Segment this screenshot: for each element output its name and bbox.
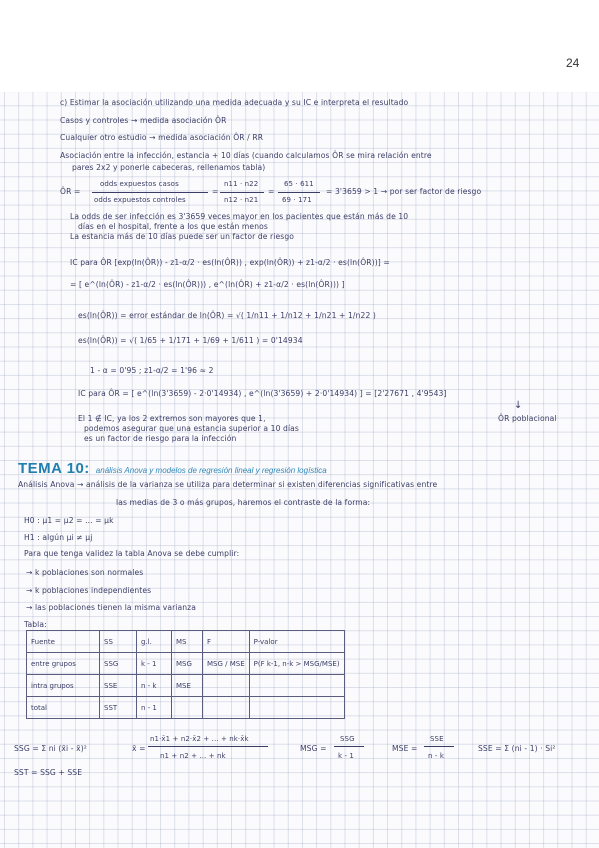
note-case-control: Casos y controles → medida asociación ÔR bbox=[60, 116, 227, 125]
formula-ssg: SSG = Σ ni (x̄i - x̄)² bbox=[14, 744, 87, 753]
or-denominator-2: n12 · n21 bbox=[224, 196, 259, 204]
formula-xbar-lhs: x̄ = bbox=[132, 744, 146, 753]
table-cell: SSG bbox=[100, 653, 137, 675]
or-population: ÔR poblacional bbox=[498, 414, 557, 423]
ic-formula-1: IC para ÔR [exp(ln(ÔR)) - z1-α/2 · es(ln(ÔR)) , exp(ln(ÔR)) + z1-α/2 · es(ln(ÔR))] = bbox=[70, 258, 390, 267]
chapter-subtitle: análisis Anova y modelos de regresión lineal y regresión logística bbox=[95, 466, 327, 475]
standard-error-calc: es(ln(ÔR)) = √( 1/65 + 1/171 + 1/69 + 1/611 ) = 0'14934 bbox=[78, 336, 303, 345]
table-header-row bbox=[27, 631, 345, 653]
table-cell: n - 1 bbox=[137, 697, 172, 719]
table-cell: SST bbox=[100, 697, 137, 719]
association-line-1: Asociación entre la infección, estancia + 10 días (cuando calculamos ÔR se mira relación entre bbox=[60, 151, 432, 160]
standard-error-def: es(ln(ÔR)) = error estándar de ln(ÔR) = √( 1/n11 + 1/n12 + 1/n21 + 1/n22 ) bbox=[78, 311, 376, 320]
page-top-margin bbox=[0, 0, 599, 92]
condition-variance: → las poblaciones tienen la misma varianza bbox=[26, 603, 197, 612]
formula-msg-lhs: MSG = bbox=[300, 744, 327, 753]
anova-table bbox=[26, 630, 345, 719]
conclusion-3: es un factor de riesgo para la infección bbox=[84, 434, 237, 443]
table-header: g.l. bbox=[137, 631, 172, 653]
question-c: c) Estimar la asociación utilizando una medida adecuada y su IC e interpreta el resultado bbox=[60, 98, 409, 107]
table-cell: n - k bbox=[137, 675, 172, 697]
conclusion-1: El 1 ∉ IC, ya los 2 extremos son mayores que 1, bbox=[78, 414, 266, 423]
page-number: 24 bbox=[566, 56, 580, 70]
or-result: = 3'3659 > 1 → por ser factor de riesgo bbox=[326, 187, 482, 196]
anova-intro-2: las medias de 3 o más grupos, haremos el contraste de la forma: bbox=[116, 498, 371, 507]
table-cell: MSG / MSE bbox=[203, 653, 250, 675]
anova-conditions: Para que tenga validez la tabla Anova se debe cumplir: bbox=[24, 549, 240, 558]
table-header: Fuente bbox=[27, 631, 100, 653]
formula-xbar-num: n1·x̄1 + n2·x̄2 + ... + nk·x̄k bbox=[150, 735, 249, 743]
arrow-down-icon: ↓ bbox=[514, 400, 523, 411]
formula-mse-num: SSE bbox=[430, 735, 444, 743]
or-lhs: ÔR = bbox=[60, 187, 81, 196]
or-denominator-3: 69 · 171 bbox=[282, 196, 312, 204]
or-numerator-2: n11 · n22 bbox=[224, 180, 259, 188]
note-other-study: Cualquier otro estudio → medida asociación ÔR / RR bbox=[60, 133, 264, 142]
formula-sst: SST = SSG + SSE bbox=[14, 768, 83, 777]
formula-msg-num: SSG bbox=[340, 735, 355, 743]
association-line-2: pares 2x2 y ponerle cabeceras, rellenamos tabla) bbox=[72, 163, 266, 172]
formula-sse: SSE = Σ (ni - 1) · Si² bbox=[478, 744, 556, 753]
table-header: P-valor bbox=[249, 631, 344, 653]
condition-independent: → k poblaciones independientes bbox=[26, 586, 152, 595]
table-cell bbox=[203, 675, 250, 697]
or-fraction-bar-2 bbox=[220, 192, 264, 193]
interpretation-1: La odds de ser infección es 3'3659 veces mayor en los pacientes que están más de 10 bbox=[70, 212, 409, 221]
table-cell bbox=[172, 697, 203, 719]
table-header: MS bbox=[172, 631, 203, 653]
xbar-fraction-bar bbox=[148, 746, 268, 747]
ic-result: IC para ÔR = [ e^(ln(3'3659) - 2·0'14934) , e^(ln(3'3659) + 2·0'14934) ] = [2'27671 , 4'9543] bbox=[78, 389, 447, 398]
ic-formula-2: = [ e^(ln(ÔR) - z1-α/2 · es(ln(ÔR))) , e^(ln(ÔR) + z1-α/2 · es(ln(ÔR))) ] bbox=[70, 280, 345, 289]
alpha-z-values: 1 - α = 0'95 ; z1-α/2 = 1'96 ≈ 2 bbox=[90, 366, 214, 375]
table-row bbox=[27, 697, 345, 719]
interpretation-2: días en el hospital, frente a los que están menos bbox=[78, 222, 268, 231]
table-label: Tabla: bbox=[24, 620, 47, 629]
formula-xbar-den: n1 + n2 + ... + nk bbox=[160, 752, 226, 760]
table-row bbox=[27, 653, 345, 675]
table-cell: P(F k-1, n-k > MSG/MSE) bbox=[249, 653, 344, 675]
table-row bbox=[27, 675, 345, 697]
null-hypothesis: H0 : μ1 = μ2 = ... = μk bbox=[24, 516, 114, 525]
or-eq-1: = bbox=[212, 187, 219, 196]
conclusion-2: podemos asegurar que una estancia superior a 10 días bbox=[84, 424, 299, 433]
table-cell bbox=[249, 675, 344, 697]
msg-fraction-bar bbox=[334, 746, 364, 747]
or-fraction-bar-3 bbox=[278, 192, 320, 193]
table-cell: intra grupos bbox=[27, 675, 100, 697]
table-cell: k - 1 bbox=[137, 653, 172, 675]
or-fraction-bar-1 bbox=[92, 192, 208, 193]
table-cell: total bbox=[27, 697, 100, 719]
or-numerator-3: 65 · 611 bbox=[284, 180, 314, 188]
table-cell: SSE bbox=[100, 675, 137, 697]
formula-mse-lhs: MSE = bbox=[392, 744, 418, 753]
table-cell bbox=[203, 697, 250, 719]
formula-mse-den: n - k bbox=[428, 752, 444, 760]
mse-fraction-bar bbox=[424, 746, 454, 747]
or-eq-2: = bbox=[268, 187, 275, 196]
or-numerator-text: odds expuestos casos bbox=[100, 180, 179, 188]
alt-hypothesis: H1 : algún μi ≠ μj bbox=[24, 533, 93, 542]
or-denominator-text: odds expuestos controles bbox=[94, 196, 186, 204]
formula-msg-den: k - 1 bbox=[338, 752, 354, 760]
anova-intro-1: Análisis Anova → análisis de la varianza se utiliza para determinar si existen diferencias significativas entre bbox=[18, 480, 438, 489]
condition-normal: → k poblaciones son normales bbox=[26, 568, 144, 577]
table-header: F bbox=[203, 631, 250, 653]
interpretation-3: La estancia más de 10 días puede ser un factor de riesgo bbox=[70, 232, 294, 241]
chapter-heading bbox=[18, 460, 327, 478]
table-header: SS bbox=[100, 631, 137, 653]
table-cell: MSE bbox=[172, 675, 203, 697]
table-cell bbox=[249, 697, 344, 719]
table-cell: entre grupos bbox=[27, 653, 100, 675]
chapter-title: TEMA 10: bbox=[18, 460, 90, 477]
table-cell: MSG bbox=[172, 653, 203, 675]
